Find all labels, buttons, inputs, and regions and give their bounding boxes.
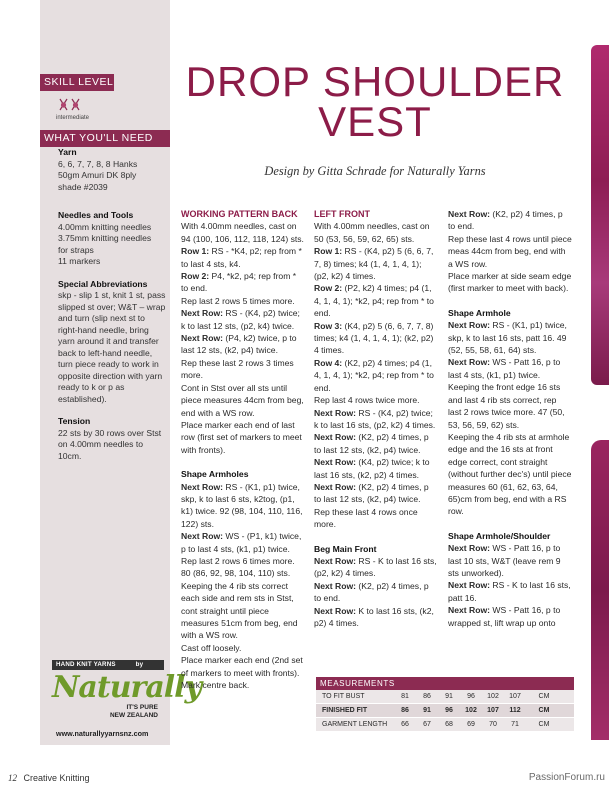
pattern-row xyxy=(314,431,438,456)
pattern-column-back xyxy=(181,208,305,691)
row-text: (K2, p2) 4 times; p4 (1, 4, 1, 4, 1); *k2, p4; rep from * to end. xyxy=(314,357,434,393)
table-cell: 86 xyxy=(423,693,431,700)
row-text: WS - Patt 16, p to wrapped st, lift wrap up onto xyxy=(448,605,561,628)
row-text: (K2, p2) 4 times, p to last 12 sts, (k2, p4) twice. xyxy=(314,432,429,455)
pattern-text: With 4.00mm needles, cast on 94 (100, 106, 112, 118, 124) sts. xyxy=(181,221,304,244)
table-cell: 86 xyxy=(401,707,409,714)
logo-wordmark: Naturally xyxy=(52,670,201,705)
table-cell: 102 xyxy=(465,707,477,714)
page-number: 12 xyxy=(8,773,17,783)
row-text: RS - (K4, p2) twice; k to last 16 sts, (p2, k2) 4 times. xyxy=(314,407,436,430)
row-label: Next Row: xyxy=(448,580,491,591)
measurements-title: MEASUREMENTS xyxy=(316,677,574,690)
section-heading: LEFT FRONT xyxy=(314,209,370,219)
magazine-name: Creative Knitting xyxy=(23,773,90,783)
pattern-text: Rep last 4 rows twice more. xyxy=(314,395,420,406)
row-text: RS - K to last 16 sts, (p2, k2) 4 times. xyxy=(314,555,437,579)
row-label: Row 4: xyxy=(314,357,343,368)
table-row xyxy=(316,718,574,732)
pattern-row xyxy=(181,270,305,295)
pattern-column-continued xyxy=(448,208,572,629)
abbreviations-text: skp - slip 1 st, knit 1 st, pass slipped st over; W&T – wrap and turn (slip next st to right-hand needle, bring yarn around it and transfer back to left-hand needle, turn piece ready to work in opposite direction with yarn ready to k or p as established). xyxy=(58,290,166,404)
pattern-row xyxy=(181,332,305,357)
row-text: (K2, p2) 4 times, p to end. xyxy=(314,580,429,604)
pattern-text: Rep these last 2 rows 3 times more. xyxy=(181,357,294,381)
row-text: P4, *k2, p4; rep from * to end. xyxy=(181,271,297,294)
pattern-row xyxy=(314,605,438,630)
watermark: PassionForum.ru xyxy=(528,772,605,783)
skill-level-value: intermediate xyxy=(56,115,90,121)
pattern-text: Cont in Stst over all sts until piece measures 44cm from beg, end with a WS row. xyxy=(181,382,304,418)
row-label: Row 2: xyxy=(181,271,210,282)
row-label: Next Row: xyxy=(448,320,491,331)
table-cell: 102 xyxy=(487,693,499,700)
naturally-logo xyxy=(52,660,201,742)
yarn-line: 6, 6, 7, 7, 8, 8 Hanks xyxy=(58,158,138,169)
unit-cell: CM xyxy=(538,693,550,700)
table-cell: 71 xyxy=(511,721,519,728)
designer-byline: Design by Gitta Schrade for Naturally Yarns xyxy=(264,164,486,178)
knitting-needles-icon xyxy=(58,97,82,111)
measurements-table xyxy=(316,677,574,732)
table-cell: 91 xyxy=(445,693,453,700)
pattern-text: Rep these last 4 rows once more. xyxy=(314,506,418,530)
pattern-text: Mark centre back. xyxy=(181,680,250,691)
pattern-text: Rep last 2 rows 5 times more. xyxy=(181,295,295,306)
row-text: WS - Patt 16, p to last 4 sts, (k1, p1) twice. xyxy=(448,357,561,380)
pattern-text: Keeping the 4 rib sts at armhole edge and the 16 sts at front edge correct, cont straight (without further dec's) until piece measures 60 (61, 62, 63, 64, 65)cm from beg, end with a RS row. xyxy=(448,431,572,517)
logo-tagline xyxy=(110,704,158,720)
table-row xyxy=(316,690,574,704)
logo-bar xyxy=(52,660,164,670)
row-label: Next Row: xyxy=(181,481,224,492)
row-label: Next Row: xyxy=(314,605,357,616)
table-cell: 66 xyxy=(401,721,409,728)
page-footer xyxy=(8,773,90,783)
table-cell: 81 xyxy=(401,693,409,700)
row-text: (K2, p2) 4 times, p to last 12 sts, (k2, p4) twice. xyxy=(314,481,429,505)
row-text: RS - (K4, p2) twice; k to last 12 sts, (p2, k4) twice. xyxy=(181,308,300,331)
row-text: RS - (K1, p1) twice, skp, k to last 6 sts, k2tog, (p1, k1) twice. 92 (98, 104, 110, 116, 122) sts. xyxy=(181,481,303,529)
row-label: Next Row: xyxy=(448,357,491,368)
pattern-text: Place marker each end (2nd set of markers to meet with fronts). xyxy=(181,655,303,678)
title-line: DROP SHOULDER xyxy=(185,58,565,105)
pattern-row xyxy=(181,481,305,531)
row-label: Next Row: xyxy=(448,543,491,554)
yarn-line: shade #2039 xyxy=(58,181,108,192)
logo-tagline-line: NEW ZEALAND xyxy=(109,712,158,719)
table-cell: 96 xyxy=(445,707,453,714)
pattern-row xyxy=(181,245,305,270)
row-label: Next Row: xyxy=(181,531,224,542)
pattern-row xyxy=(181,530,305,555)
pattern-text: Place marker at side seam edge (first marker to meet with back). xyxy=(448,271,572,294)
row-label: Next Row: xyxy=(448,605,491,616)
table-cell: 67 xyxy=(423,721,431,728)
subsection-heading: Shape Armhole/Shoulder xyxy=(448,530,551,541)
unit-cell: CM xyxy=(538,721,550,728)
yarn-line: 50gm Amuri DK 8ply xyxy=(58,170,137,180)
tools-line: 4.00mm knitting needles xyxy=(58,221,152,232)
pattern-row xyxy=(448,319,572,356)
table-row xyxy=(316,704,574,718)
pattern-row xyxy=(314,481,438,506)
tension-text: 22 sts by 30 rows over Stst on 4.00mm needles to 10cm. xyxy=(58,427,162,461)
pattern-text: Rep these last 4 rows until piece meas 44cm from beg, end with a WS row. xyxy=(448,233,572,269)
tension-heading: Tension xyxy=(58,416,91,426)
pattern-row xyxy=(448,356,572,381)
row-text: RS - *K4, p2; rep from * to last 4 sts, k4. xyxy=(181,246,302,269)
row-label: Next Row: xyxy=(181,333,224,344)
pattern-row xyxy=(314,282,438,319)
table-cell: 70 xyxy=(489,721,497,728)
pattern-column-left-front xyxy=(314,208,438,629)
table-cell: 69 xyxy=(467,721,475,728)
subsection-heading: Shape Armholes xyxy=(181,469,249,480)
pattern-row xyxy=(314,456,438,481)
row-text: RS - (K4, p2) 5 (6, 6, 7, 7, 8) times; k4 (1, 4, 1, 4, 1); (p2, k2) 4 times. xyxy=(314,246,434,282)
row-text: WS - (P1, k1) twice, p to last 4 sts, (k1, p1) twice. xyxy=(181,531,302,554)
pattern-row xyxy=(448,604,572,629)
garment-photo-edge xyxy=(591,440,609,740)
logo-tagline-line: IT'S PURE xyxy=(126,704,158,711)
row-text: (K4, p2) 5 (6, 6, 7, 7, 8) times; k4 (1, 4, 1, 4, 1); (k2, p2) 4 times. xyxy=(314,320,434,356)
row-label: Row 2: xyxy=(314,283,343,294)
pattern-row xyxy=(181,307,305,332)
row-text: WS - Patt 16, p to last 10 sts, W&T (leave rem 9 sts unworked). xyxy=(448,543,561,578)
row-text: (K4, p2) twice; k to last 16 sts, (k2, p2) 4 times. xyxy=(314,457,430,480)
abbreviations-heading: Special Abbreviations xyxy=(58,278,148,289)
pattern-text: Place marker each end of last row (first set of markers to meet with fronts). xyxy=(181,419,302,455)
table-cell: 68 xyxy=(445,721,453,728)
row-text: RS - K to last 16 sts, patt 16. xyxy=(448,580,571,603)
pattern-text: Cast off loosely. xyxy=(181,642,242,653)
pattern-row xyxy=(314,357,438,394)
pattern-row xyxy=(314,555,438,580)
title-line: VEST xyxy=(318,98,432,145)
row-label: Next Row: xyxy=(314,481,357,492)
pattern-row xyxy=(314,245,438,282)
table-cell: 107 xyxy=(487,707,499,714)
table-cell: 96 xyxy=(467,693,475,700)
row-text: (P4, k2) twice, p to last 12 sts, (k2, p4) twice. xyxy=(181,333,297,356)
row-text: (K2, p2) 4 times, p to end. xyxy=(448,209,563,232)
subsection-heading: Beg Main Front xyxy=(314,543,377,554)
row-label: Next Row: xyxy=(314,555,357,566)
row-label: TO FIT BUST xyxy=(322,693,365,700)
row-label: Next Row: xyxy=(181,308,224,319)
tools-line: 3.75mm knitting needles xyxy=(58,233,152,243)
row-label: FINISHED FIT xyxy=(322,707,368,714)
garment-photo-edge xyxy=(591,45,609,385)
yarn-heading: Yarn xyxy=(58,147,77,157)
pattern-text: Keeping the 4 rib sts correct each side and rem sts in Stst, cont straight until piece measures 51cm from beg, end with a WS row. xyxy=(181,580,298,641)
table-cell: 112 xyxy=(509,707,521,714)
pattern-text: Rep last 2 rows 6 times more. 80 (86, 92, 98, 104, 110) sts. xyxy=(181,555,295,579)
row-label: Row 1: xyxy=(314,246,343,257)
row-label: Next Row: xyxy=(448,209,491,219)
pattern-row xyxy=(448,208,572,233)
logo-by-text: by xyxy=(135,661,144,668)
pattern-row xyxy=(448,579,572,604)
row-label: GARMENT LENGTH xyxy=(322,721,388,728)
materials-list xyxy=(58,147,166,462)
row-text: RS - (K1, p1) twice, skp, k to last 16 sts, patt 16. 49 (52, 55, 58, 61, 64) sts. xyxy=(448,320,567,356)
skill-level-tab: SKILL LEVEL xyxy=(40,74,114,91)
row-label: Row 1: xyxy=(181,246,210,257)
tools-line: 11 markers xyxy=(58,256,101,266)
subsection-heading: Shape Armhole xyxy=(448,307,511,318)
row-text: K to last 16 sts, (k2, p2) 4 times. xyxy=(314,605,434,628)
pattern-text: With 4.00mm needles, cast on 50 (53, 56, 59, 62, 65) sts. xyxy=(314,221,430,244)
unit-cell: CM xyxy=(538,707,550,714)
tools-heading: Needles and Tools xyxy=(58,210,134,220)
logo-bar-text: HAND KNIT YARNS xyxy=(56,661,116,668)
section-heading: WORKING PATTERN BACK xyxy=(181,209,298,219)
pattern-row xyxy=(314,580,438,605)
row-label: Next Row: xyxy=(314,580,357,591)
pattern-row xyxy=(314,407,438,432)
table-cell: 107 xyxy=(509,693,521,700)
pattern-row xyxy=(448,542,572,579)
row-label: Next Row: xyxy=(314,407,357,418)
what-you-need-tab: WHAT YOU'LL NEED xyxy=(40,130,170,147)
tools-line: for straps xyxy=(58,244,94,255)
row-label: Next Row: xyxy=(314,457,357,468)
row-label: Row 3: xyxy=(314,320,343,331)
row-text: (P2, k2) 4 times; p4 (1, 4, 1, 4, 1); *k2, p4; rep from * to end. xyxy=(314,283,434,319)
page-title xyxy=(180,58,570,145)
pattern-text: Keeping the front edge 16 sts and last 4 rib sts correct, rep last 2 rows twice more. 47 (50, 53, 56, 59, 62) sts. xyxy=(448,382,565,430)
table-cell: 91 xyxy=(423,707,431,714)
pattern-row xyxy=(314,320,438,357)
logo-url: www.naturallyyarnsnz.com xyxy=(56,729,149,738)
row-label: Next Row: xyxy=(314,432,357,443)
